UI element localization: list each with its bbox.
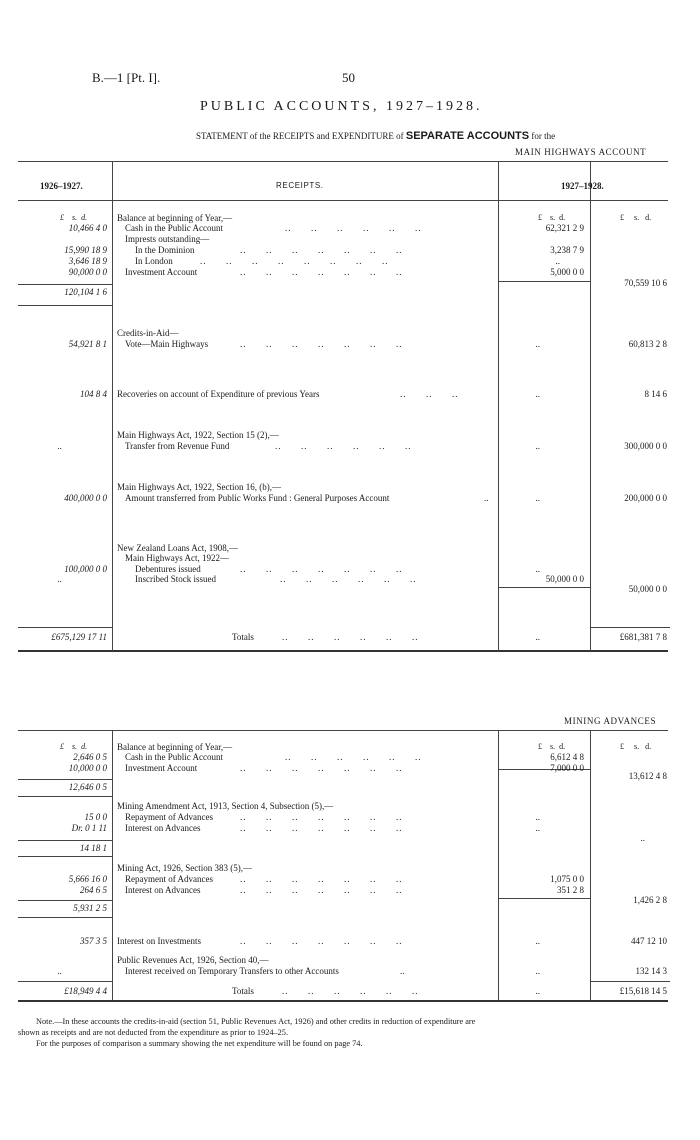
row-desc: Debentures issued <box>135 564 201 574</box>
row-inner-amount: 3,238 7 9 <box>550 245 584 255</box>
row-inner-amount: 6,612 4 8 <box>550 752 584 762</box>
leader-dots: .. .. .. <box>400 389 459 399</box>
row-inner-amount: 50,000 0 0 <box>545 574 584 584</box>
lsd-header-inner: £ s. d. <box>538 213 566 222</box>
row-prev-amount: .. <box>57 574 62 584</box>
row-outer-total: £681,381 7 8 <box>619 632 667 642</box>
row-desc: In the Dominion <box>135 245 195 255</box>
row-desc: Vote—Main Highways <box>125 339 209 349</box>
leader-dots: .. .. .. .. .. .. .. <box>240 885 403 895</box>
statement-prefix: STATEMENT of the RECEIPTS and EXPENDITURE of <box>196 131 404 141</box>
leader-dots: .. .. .. .. .. .. .. <box>240 763 403 773</box>
row-prev-amount: 54,921 8 1 <box>68 339 107 349</box>
lsd-header-outer: £ s. d. <box>620 742 652 751</box>
row-prev-amount: 5,666 16 0 <box>68 874 107 884</box>
row-prev-amount: 10,000 0 0 <box>68 763 107 773</box>
row-outer-amount: 8 14 6 <box>644 389 667 399</box>
row-desc-totals: Totals <box>232 632 254 642</box>
row-prev-amount: 90,000 0 0 <box>68 267 107 277</box>
col-heading-curr-year: 1927–1928. <box>561 181 604 191</box>
row-desc: Interest received on Temporary Transfers to other Accounts <box>125 966 339 976</box>
row-inner-amount: 351 2 8 <box>557 885 584 895</box>
row-desc: Interest on Investments <box>117 936 201 946</box>
col-heading-prev-year: 1926–1927. <box>40 181 83 191</box>
row-desc: Repayment of Advances <box>125 812 213 822</box>
statement-suffix: for the <box>531 131 556 141</box>
row-outer-amount: 1,426 2 8 <box>633 895 667 905</box>
footnote-line-3: For the purposes of comparison a summary showing the net expenditure will be found on page 74. <box>36 1039 363 1048</box>
row-desc: Recoveries on account of Expenditure of previous Years <box>117 389 320 399</box>
row-inner-amount: .. <box>535 936 540 946</box>
row-prev-subtotal: 120,104 1 6 <box>64 287 107 297</box>
leader-dots: .. .. .. .. .. .. .. <box>240 564 403 574</box>
row-prev-amount: .. <box>57 966 62 976</box>
row-inner-amount: .. <box>535 632 540 642</box>
row-desc: Amount transferred from Public Works Fund : General Purposes Account <box>125 493 390 503</box>
leader-dots: .. .. .. .. .. .. <box>285 752 422 762</box>
leader-dots: .. .. .. .. .. .. .. <box>240 267 403 277</box>
row-desc: Main Highways Act, 1922— <box>125 553 229 563</box>
lsd-header-prev: £ s. d. <box>60 742 88 751</box>
row-inner-amount: .. <box>535 986 540 996</box>
leader-dots: .. .. .. .. .. .. .. <box>240 812 403 822</box>
leader-dots: .. .. .. .. .. .. <box>275 441 412 451</box>
row-inner-amount: .. <box>535 812 540 822</box>
leader-dots: .. .. .. .. .. .. .. <box>240 874 403 884</box>
row-outer-total: £15,618 14 5 <box>619 986 667 996</box>
leader-dots: .. .. .. .. .. .. .. .. <box>200 256 389 266</box>
row-prev-amount: 100,000 0 0 <box>64 564 107 574</box>
col-heading-receipts: RECEIPTS. <box>276 181 324 190</box>
row-desc: Investment Account <box>125 763 198 773</box>
row-outer-amount: 447 12 10 <box>631 936 667 946</box>
row-prev-amount: 15 0 0 <box>84 812 107 822</box>
leader-dots: .. .. .. .. .. .. <box>282 632 419 642</box>
row-inner-amount: 5,000 0 0 <box>550 267 584 277</box>
statement-heading <box>196 130 555 142</box>
row-inner-amount: .. <box>535 493 540 503</box>
page-title: PUBLIC ACCOUNTS, 1927–1928. <box>200 99 483 114</box>
footnote-line-1: Note.—In these accounts the credits-in-aid (section 51, Public Revenues Act, 1926) and other credits in reduction of expenditure are <box>36 1017 476 1026</box>
row-prev-amount: 357 3 5 <box>80 936 107 946</box>
row-inner-amount: .. <box>535 966 540 976</box>
row-inner-amount: .. <box>535 389 540 399</box>
row-outer-amount: 13,612 4 8 <box>628 771 667 781</box>
row-desc: Balance at beginning of Year,— <box>117 213 233 223</box>
row-outer-amount: 132 14 3 <box>635 966 667 976</box>
row-inner-amount: 1,075 0 0 <box>550 874 584 884</box>
row-outer-amount: 70,559 10 6 <box>624 278 667 288</box>
row-desc: Mining Act, 1926, Section 383 (5),— <box>117 863 252 873</box>
row-desc: Interest on Advances <box>125 885 201 895</box>
footnote-line-2: shown as receipts and are not deducted from the expenditure as prior to 1924–25. <box>18 1028 289 1037</box>
row-desc: Public Revenues Act, 1926, Section 40,— <box>117 955 269 965</box>
row-prev-amount: 400,000 0 0 <box>64 493 107 503</box>
row-desc: Main Highways Act, 1922, Section 16, (b),— <box>117 482 281 492</box>
leader-dots: .. .. .. .. .. .. .. <box>240 245 403 255</box>
row-prev-amount: .. <box>57 441 62 451</box>
row-prev-subtotal: 14 18 1 <box>80 843 107 853</box>
row-outer-amount: 60,813 2 8 <box>628 339 667 349</box>
mining-advances-title: MINING ADVANCES <box>564 716 657 726</box>
row-outer-amount: 200,000 0 0 <box>624 493 667 503</box>
row-prev-amount: 15,990 18 9 <box>64 245 107 255</box>
row-prev-amount: Dr. 0 1 11 <box>71 823 107 833</box>
row-prev-amount: 264 6 5 <box>80 885 107 895</box>
row-prev-amount: 2,646 0 5 <box>73 752 107 762</box>
row-desc: Cash in the Public Account <box>125 223 223 233</box>
row-desc: Mining Amendment Act, 1913, Section 4, Subsection (5),— <box>117 801 334 811</box>
row-prev-total: £18,949 4 4 <box>64 986 107 996</box>
row-inner-amount: .. <box>535 823 540 833</box>
lsd-header-outer: £ s. d. <box>620 213 652 222</box>
row-inner-amount: .. <box>535 339 540 349</box>
row-desc-totals: Totals <box>232 986 254 996</box>
lsd-header-prev: £ s. d. <box>60 213 88 222</box>
leader-dots: .. .. .. .. .. .. .. <box>240 339 403 349</box>
leader-dots: .. <box>484 493 489 503</box>
row-outer-amount: 50,000 0 0 <box>628 584 667 594</box>
row-desc: In London <box>135 256 173 266</box>
row-desc: Repayment of Advances <box>125 874 213 884</box>
row-prev-subtotal: 5,931 2 5 <box>73 903 107 913</box>
row-desc: New Zealand Loans Act, 1908,— <box>117 543 238 553</box>
row-outer-amount: .. <box>640 833 645 843</box>
row-desc: Imprests outstanding— <box>125 234 210 244</box>
row-desc: Credits-in-Aid— <box>117 328 179 338</box>
page-reference: B.—1 [Pt. I]. <box>92 70 161 85</box>
row-prev-amount: 10,466 4 0 <box>68 223 107 233</box>
page-number: 50 <box>342 70 355 85</box>
row-inner-amount: 62,321 2 9 <box>545 223 584 233</box>
row-desc: Inscribed Stock issued <box>135 574 216 584</box>
row-prev-amount: 3,646 18 9 <box>68 256 107 266</box>
lsd-header-inner: £ s. d. <box>538 742 566 751</box>
leader-dots: .. <box>400 966 405 976</box>
row-outer-amount: 300,000 0 0 <box>624 441 667 451</box>
row-desc: Cash in the Public Account <box>125 752 223 762</box>
row-prev-amount: 104 8 4 <box>80 389 107 399</box>
account-name: MAIN HIGHWAYS ACCOUNT <box>515 147 647 157</box>
leader-dots: .. .. .. .. .. .. <box>280 574 417 584</box>
leader-dots: .. .. .. .. .. .. <box>285 223 422 233</box>
leader-dots: .. .. .. .. .. .. <box>282 986 419 996</box>
row-inner-amount: .. <box>535 441 540 451</box>
row-desc: Interest on Advances <box>125 823 201 833</box>
row-desc: Balance at beginning of Year,— <box>117 742 233 752</box>
row-inner-amount: .. <box>535 564 540 574</box>
leader-dots: .. .. .. .. .. .. .. <box>240 823 403 833</box>
statement-bold: SEPARATE ACCOUNTS <box>405 130 530 142</box>
row-desc: Transfer from Revenue Fund <box>125 441 230 451</box>
row-inner-amount: .. <box>555 256 560 266</box>
row-desc: Main Highways Act, 1922, Section 15 (2),— <box>117 430 279 440</box>
row-prev-total: £675,129 17 11 <box>51 632 107 642</box>
leader-dots: .. .. .. .. .. .. .. <box>240 936 403 946</box>
row-desc: Investment Account <box>125 267 198 277</box>
row-inner-amount: 7,000 0 0 <box>550 763 584 773</box>
row-prev-subtotal: 12,646 0 5 <box>68 782 107 792</box>
